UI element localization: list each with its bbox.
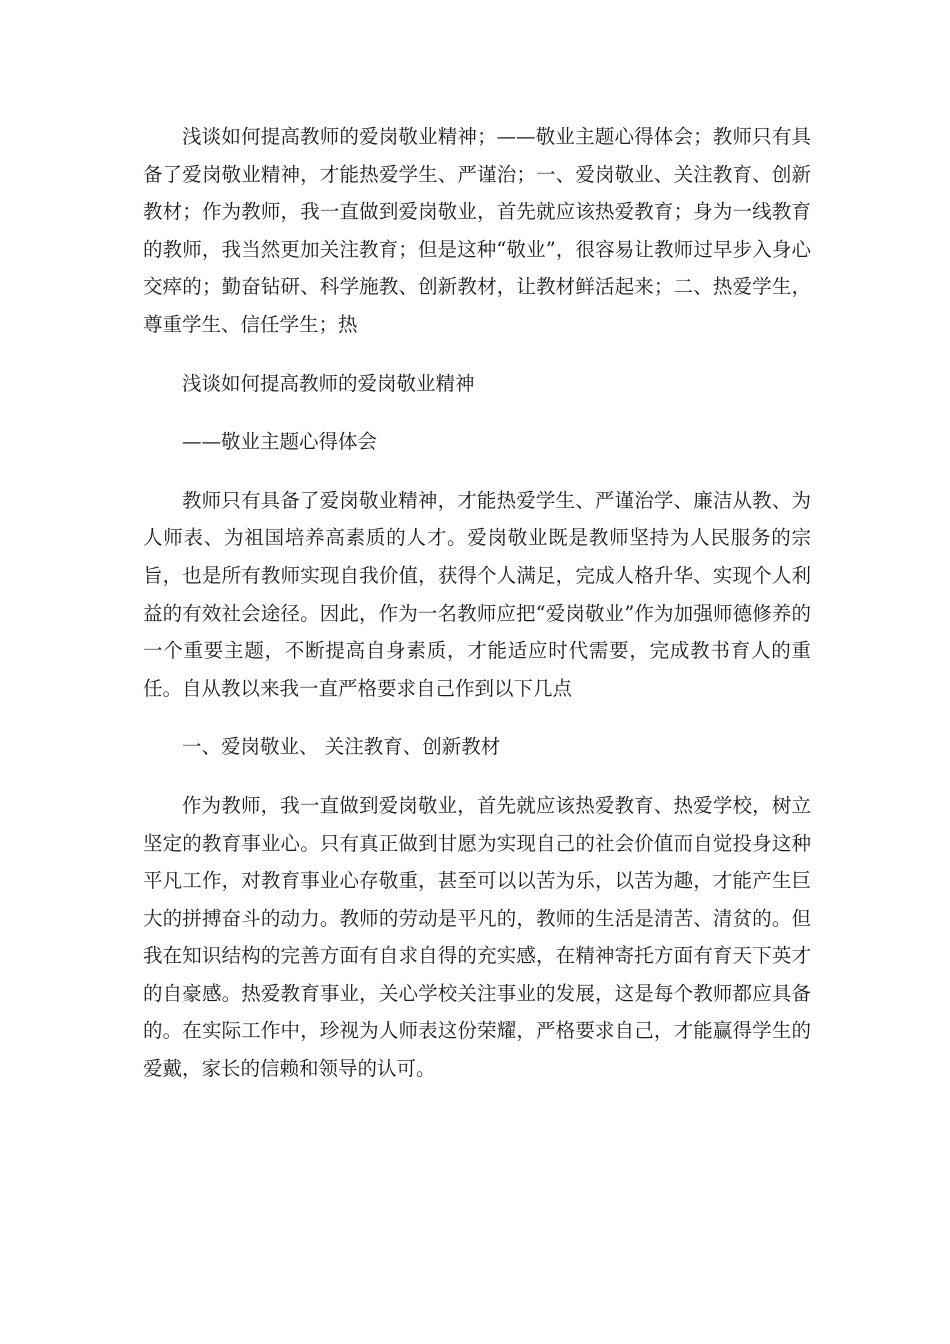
section-body-1: 作为教师，我一直做到爱岗敬业，首先就应该热爱教育、热爱学校，树立坚定的教育事业心。只有真正做到甘愿为实现自己的社会价值而自觉投身这种平凡工作，对教育事业心存敬重，甚至可以以苦为乐，以苦为趣，才能产生巨大的拼搏奋斗的动力。教师的劳动是平凡的，教师的生活是清苦、清贫的。但我在知识结构的完善方面有自求自得的充实感，在精神寄托方面有育天下英才的自豪感。热爱教育事业，关心学校关注事业的发展，这是每个教师都应具备的。在实际工作中，珍视为人师表这份荣耀，严格要求自己，才能赢得学生的爱戴，家长的信赖和领导的认可。 <box>143 793 811 1081</box>
document-subtitle: ——敬业主题心得体会 <box>182 430 378 454</box>
intro-paragraph: 教师只有具备了爱岗敬业精神，才能热爱学生、严谨治学、廉洁从教、为人师表、为祖国培养高素质的人才。爱岗敬业既是教师坚持为人民服务的宗旨，也是所有教师实现自我价值，获得个人满足，完成人格升华、实现个人利益的有效社会途径。因此，作为一名教师应把“爱岗敬业”作为加强师德修养的一个重要主题，不断提高自身素质，才能适应时代需要，完成教书育人的重任。自从教以来我一直严格要求自己作到以下几点 <box>143 488 811 700</box>
document-body <box>143 118 811 1088</box>
document-title: 浅谈如何提高教师的爱岗敬业精神 <box>182 371 475 395</box>
section-heading-1: 一、爱岗敬业、 关注教育、创新教材 <box>182 735 501 759</box>
summary-paragraph: 浅谈如何提高教师的爱岗敬业精神；——敬业主题心得体会；教师只有具备了爱岗敬业精神，才能热爱学生、严谨治；一、爱岗敬业、关注教育、创新教材；作为教师，我一直做到爱岗敬业，首先就应该热爱教育；身为一线教育的教师，我当然更加关注教育；但是这种“敬业”，很容易让教师过早步入身心交瘁的；勤奋钻研、科学施教、创新教材，让教材鲜活起来；二、热爱学生，尊重学生、信任学生；热 <box>143 125 811 336</box>
